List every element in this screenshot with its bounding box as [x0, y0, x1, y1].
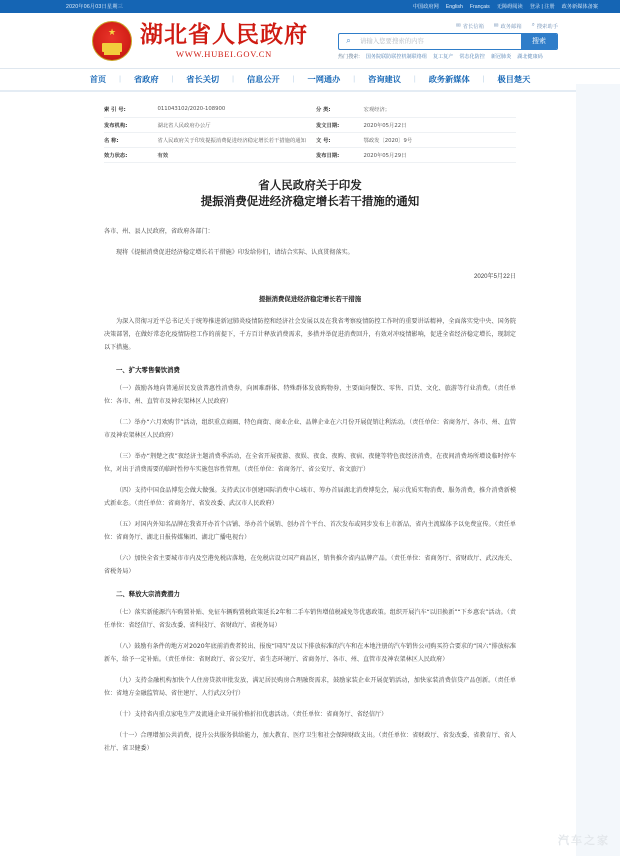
measure-item: （十）支持省内重点家电生产及流通企业开展价格折扣优惠活动。（责任单位：省商务厅、省经信厅）	[116, 710, 388, 718]
meta-value-issuer: 湖北省人民政府办公厅	[158, 117, 310, 132]
meta-label-publish-date: 发布日期:	[310, 147, 364, 162]
site-header	[0, 13, 620, 68]
doc-title-line-2: 提振消费促进经济稳定增长若干措施的通知	[200, 193, 420, 208]
meta-value-publish-date: 2020年05月29日	[364, 147, 516, 162]
search-input[interactable]	[358, 34, 521, 49]
nav-separator: |	[353, 76, 356, 83]
search-icon: ⌕	[531, 22, 535, 28]
nav-separator: |	[171, 76, 174, 83]
meta-value-issue-date: 2020年05月22日	[364, 117, 516, 132]
nav-item-consultation-suggestions[interactable]: 咨询建议	[368, 75, 401, 84]
section-heading-2: 二、释放大宗消费潜力	[116, 589, 180, 598]
meta-label-issuer: 发布机构:	[104, 117, 158, 132]
meta-value-doc-number: 鄂政发〔2020〕9号	[364, 132, 516, 147]
meta-label-name: 名 称:	[104, 132, 158, 147]
measure-item: （五）对国内外知名品牌在我省开办首个店铺、举办首个展销、创办首个平台、首次发布或同步发布上市新品，省内主流媒体予以免费宣传。（责任单位：省商务厅、湖北日报传媒集团、湖北广播电视台）	[104, 520, 516, 541]
hot-search-row	[338, 53, 558, 60]
measure-item: （二）举办“六月欢购节”活动，组织重点商圈、特色商街、商业企业、品牌企业在六月份开展促销让利活动。（责任单位：省商务厅、各市、州、直管市及神农架林区人民政府）	[104, 418, 516, 439]
top-link-english[interactable]: English	[445, 3, 463, 10]
search-icon: ⌕	[346, 36, 351, 45]
measure-item: （九）支持金融机构加快个人住房贷款审批发放，满足居民购房合理融资需求，鼓励家装企业开展促销活动，加快家装消费信贷产品创新。（责任单位：省地方金融监管局、省住建厅、人行武汉分行）	[104, 676, 516, 697]
quick-link-gov-email[interactable]	[494, 22, 522, 30]
brand-text	[140, 22, 308, 59]
quick-link-label: 搜索助手	[536, 23, 558, 30]
tiananmen-glyph	[102, 43, 122, 52]
nav-item-jimu-chutian[interactable]: 极目楚天	[497, 75, 531, 84]
table-row	[104, 102, 516, 117]
opening-paragraph: 现将《提振消费促进经济稳定增长若干措施》印发给你们，请结合实际、认真贯彻落实。	[116, 248, 354, 256]
nav-separator: |	[119, 76, 121, 83]
national-emblem-icon	[92, 21, 132, 61]
nav-separator: |	[482, 76, 485, 83]
watermark: 汽车之家	[558, 834, 610, 847]
nav-item-governor-concerns[interactable]: 省长关切	[186, 75, 220, 84]
measure-item: （四）支持中国食品博览会做大做强。支持武汉市创建国际消费中心城市、筹办首届湖北消费博览会，展示优质实物消费、服务消费，推介消费新模式新业态。（责任单位：省商务厅、省发改委、武汉市人民政府）	[104, 486, 516, 507]
measure-item: （三）举办“荆楚之夜”夜经济主题消费季活动，在全省开展夜游、夜娱、夜食、夜购、夜宿、夜健等特色夜经济消费，在夜间消费场所增设临时停车位，对出于消费需要的临时性停车实施包容性管理。（责任单位：省商务厅、省公安厅、省文旅厅）	[104, 452, 516, 473]
nav-item-home[interactable]: 首页	[89, 75, 107, 84]
brand-title-en: WWW.HUBEI.GOV.CN	[176, 49, 272, 59]
hot-search-label: 热门搜索:	[338, 53, 360, 60]
site-brand[interactable]	[92, 21, 308, 61]
mail-icon: ✉	[456, 22, 461, 29]
hot-search-item[interactable]: 湖北健康码	[517, 53, 543, 60]
search-zone	[338, 22, 558, 60]
quick-link-search-helper[interactable]	[532, 22, 558, 30]
quick-links	[338, 22, 558, 30]
status-badge: 有效	[158, 147, 310, 162]
table-row	[104, 117, 516, 132]
measure-item: （六）加快全省主要城市市内及空港免税店落地，在免税店设立国产商品区，销售推介省内品牌产品。（责任单位：省商务厅、省财政厅、武汉海关、省税务局）	[104, 554, 516, 575]
envelope-icon: ✉	[493, 22, 499, 29]
meta-label-index: 索 引 号:	[104, 102, 158, 117]
top-link-gov[interactable]: 中国政府网	[412, 4, 439, 10]
search-bar	[338, 33, 558, 50]
meta-label-doc-number: 文 号:	[310, 132, 364, 147]
table-row	[104, 132, 516, 147]
top-link-media-record[interactable]: 政务新媒体备案	[561, 4, 598, 10]
meta-label-issue-date: 发文日期:	[310, 117, 364, 132]
brand-title-cn: 湖北省人民政府	[140, 22, 308, 48]
top-link-accessibility[interactable]: 无障碍阅读	[496, 4, 523, 10]
nav-item-information-disclosure[interactable]: 信息公开	[246, 75, 280, 84]
section-heading-1: 一、扩大零售餐饮消费	[116, 365, 180, 374]
search-button[interactable]: 搜索	[521, 34, 557, 49]
addressee-line: 各市、州、县人民政府，省政府各部门：	[104, 227, 214, 235]
nav-separator: |	[292, 76, 295, 83]
hot-search-item[interactable]: 国务院联防联控机制联络组	[365, 53, 427, 60]
nav-item-provincial-government[interactable]: 省政府	[133, 75, 159, 84]
nav-item-one-net-service[interactable]: 一网通办	[307, 75, 341, 84]
quick-link-label: 政务邮箱	[500, 23, 522, 30]
meta-value-name: 省人民政府关于印发提振消费促进经济稳定增长若干措施的通知	[158, 132, 310, 147]
table-row	[104, 147, 516, 162]
hot-search-item[interactable]: 常态化防控	[459, 53, 485, 60]
current-date: 2020年06月03日星期三	[66, 4, 124, 10]
meta-label-category: 分 类:	[310, 102, 364, 117]
hot-search-item[interactable]: 复工复产	[432, 53, 454, 60]
measure-item: （八）鼓励有条件的地方对2020年底前消费者转出、报废“国四”及以下排放标准的汽车和在本地注册的汽车销售公司购买符合要求的“国六”排放标准新车，给予一定补贴。（责任单位：省财政厅、省公安厅、省生态环境厅、省商务厅、各市、州、直管市及神农架林区人民政府）	[104, 642, 516, 663]
page-title	[104, 177, 516, 209]
top-links	[413, 3, 598, 10]
nav-separator: |	[413, 76, 416, 83]
right-gutter	[576, 84, 620, 856]
meta-value-index: 011043102/2020-108900	[158, 102, 310, 117]
top-link-francais[interactable]: Français	[469, 3, 490, 10]
measure-item: （一）鼓励各地向普通居民发放普惠性消费券，向困难群体、特殊群体发放购物券，主要面向餐饮、零售、百货、文化、旅游等行业消费。（责任单位：各市、州、直管市及神农架林区人民政府）	[104, 384, 516, 405]
meta-label-status: 效力状态:	[104, 147, 158, 162]
quick-link-label: 省长信箱	[462, 23, 484, 30]
document-content	[0, 92, 620, 755]
hot-search-item[interactable]: 新冠肺炎	[490, 53, 512, 60]
signature-date: 2020年5月22日	[473, 272, 516, 280]
main-navigation	[0, 68, 620, 92]
nav-separator: |	[232, 76, 234, 83]
preamble-paragraph: 为深入贯彻习近平总书记关于统筹推进新冠肺炎疫情防控和经济社会发展以及在我省考察疫情防控工作时的重要讲话精神，全面落实党中央、国务院决策部署，在做好常态化疫情防控工作的前提下，千方百计释放消费需求，多措并举促进消费回升，有效对冲疫情影响，促进全省经济稳定增长，现制定以下措施。	[104, 317, 516, 351]
doc-title-line-1: 省人民政府关于印发	[258, 177, 362, 192]
measures-subtitle: 提振消费促进经济稳定增长若干措施	[258, 294, 362, 303]
document-metadata-table	[104, 102, 516, 163]
top-utility-bar	[0, 0, 620, 13]
star-glyph: ★	[107, 26, 117, 37]
quick-link-governor-mailbox[interactable]	[456, 22, 484, 30]
measure-item: （七）落实新能源汽车购置补贴、免征车辆购置税政策延长2年和二手车销售增值税减免等优惠政策。组织开展汽车“以旧换新”“下乡惠农”活动。（责任单位：省经信厅、省发改委、省科技厅、省财政厅、省税务局）	[104, 608, 516, 629]
measure-item: （十一）合理增加公共消费，提升公共服务供给能力，加大教育、医疗卫生和社会保障财政支出。（责任单位：省财政厅、省发改委、省教育厅、省人社厅、省卫健委）	[104, 731, 516, 752]
top-link-login-register[interactable]: 登录 | 注册	[529, 4, 555, 10]
meta-value-category: 宏观经济；	[364, 102, 516, 117]
nav-item-new-media[interactable]: 政务新媒体	[428, 75, 470, 84]
